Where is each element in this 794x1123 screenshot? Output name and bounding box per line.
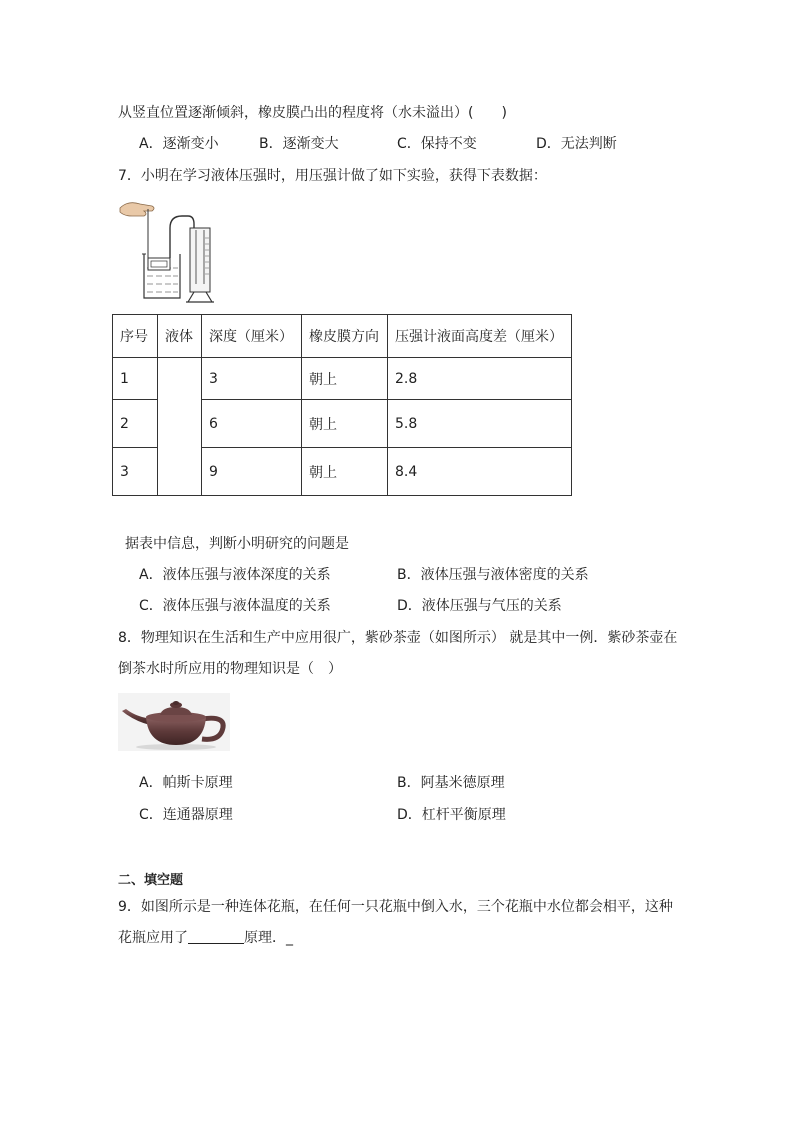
table-cell-direction: 朝上 [302, 358, 388, 400]
table-header-cell: 序号 [113, 315, 158, 358]
q7-option-b: B．液体压强与液体密度的关系 [397, 567, 589, 583]
q8-option-b: B．阿基米德原理 [397, 775, 505, 791]
q9-line2-pre: 花瓶应用了 [118, 930, 188, 946]
table-cell-index: 2 [113, 400, 158, 448]
table-cell-direction: 朝上 [302, 448, 388, 496]
q9-line2 [118, 928, 293, 948]
q7-option-a: A．液体压强与液体深度的关系 [139, 567, 331, 583]
pressure-gauge-figure [118, 198, 218, 304]
table-header-cell: 液体 [158, 315, 202, 358]
q7-question: 据表中信息，判断小明研究的问题是 [125, 536, 349, 552]
q6-option-a: A．逐渐变小 [139, 136, 219, 152]
q6-stem-tail: 从竖直位置逐渐倾斜，橡皮膜凸出的程度将（水未溢出）( ) [118, 105, 507, 121]
teapot-image [118, 693, 230, 751]
table-cell-liquid [158, 358, 202, 496]
table-header-cell: 深度（厘米） [202, 315, 302, 358]
table-cell-depth: 6 [202, 400, 302, 448]
table-cell-diff: 2.8 [388, 358, 572, 400]
q7-stem: 7．小明在学习液体压强时，用压强计做了如下实验，获得下表数据： [118, 168, 547, 184]
table-cell-index: 3 [113, 448, 158, 496]
q9-blank [188, 929, 244, 944]
table-cell-depth: 3 [202, 358, 302, 400]
table-header-row [113, 315, 572, 358]
q7-option-d: D．液体压强与气压的关系 [397, 598, 562, 614]
section-title: 二、填空题 [118, 873, 184, 888]
q8-stem-line2: 倒茶水时所应用的物理知识是（ ） [118, 661, 342, 677]
table-cell-diff: 5.8 [388, 400, 572, 448]
table-header-cell: 压强计液面高度差（厘米） [388, 315, 572, 358]
table-cell-index: 1 [113, 358, 158, 400]
q8-stem-line1: 8．物理知识在生活和生产中应用很广，紫砂茶壶（如图所示） 就是其中一例．紫砂茶壶在 [118, 630, 678, 646]
q8-option-d: D．杠杆平衡原理 [397, 807, 506, 823]
q7-option-c: C．液体压强与液体温度的关系 [139, 598, 331, 614]
q9-line2-post: 原理．_ [244, 930, 293, 946]
table-cell-direction: 朝上 [302, 400, 388, 448]
q8-option-c: C．连通器原理 [139, 807, 233, 823]
q9-line1: 9．如图所示是一种连体花瓶，在任何一只花瓶中倒入水，三个花瓶中水位都会相平，这种 [118, 899, 673, 915]
q6-option-d: D．无法判断 [536, 136, 617, 152]
table-row [113, 358, 572, 400]
table-cell-depth: 9 [202, 448, 302, 496]
q6-option-c: C．保持不变 [397, 136, 477, 152]
q8-option-a: A．帕斯卡原理 [139, 775, 233, 791]
table-header-cell: 橡皮膜方向 [302, 315, 388, 358]
q6-option-b: B．逐渐变大 [259, 136, 339, 152]
table-cell-diff: 8.4 [388, 448, 572, 496]
data-table [112, 314, 572, 496]
